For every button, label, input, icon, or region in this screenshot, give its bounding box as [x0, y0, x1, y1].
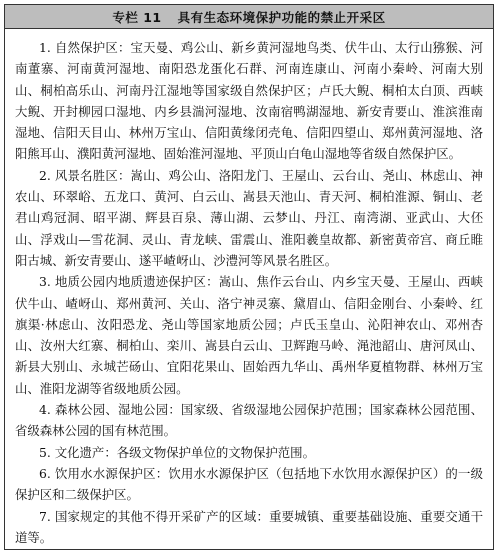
item-scenic-areas: 2. 风景名胜区：嵩山、鸡公山、洛阳龙门、王屋山、云台山、尧山、林虑山、神农山、环翠峪、五龙口、黄河、白云山、嵩县天池山、青天河、桐柏淮源、铜山、老君山鸡冠洞、昭平湖、辉县百泉、薄山湖、云梦山、丹江、南湾湖、亚武山、大伾山、浮戏山—雪花洞、灵山、青龙峡、雷震山、淮阳羲皇故都、新密黄帝宫、商丘睢阳古城、新安青要山、遂平嵖岈山、沙澧河等风景名胜区。: [15, 167, 483, 268]
item-cultural-heritage: 5. 文化遗产：各级文物保护单位的文物保护范围。: [39, 444, 315, 460]
info-box: [4, 4, 494, 550]
item-other-prohibited-areas: 7. 国家规定的其他不得开采矿产的区域：重要城镇、重要基础设施、重要交通干道等。: [15, 508, 483, 545]
box-header: [5, 5, 493, 29]
item-forest-wetland-parks: 4. 森林公园、湿地公园：国家级、省级湿地公园保护范围；国家森林公园范围、省级森林公园的国有林范围。: [15, 402, 483, 439]
box-title: 具有生态环境保护功能的禁止开采区: [177, 9, 386, 25]
item-nature-reserves: 1. 自然保护区：宝天曼、鸡公山、新乡黄河湿地鸟类、伏牛山、太行山猕猴、河南董寨、河南黄河湿地、南阳恐龙蛋化石群、河南连康山、河南小秦岭、河南大别山、桐柏高乐山、河南丹江湿地等国家级自然保护区；卢氏大鲵、桐柏太白顶、西峡大鲵、开封柳园口湿地、内乡县湍河湿地、汝南宿鸭湖湿地、新安青要山、淮滨淮南湿地、信阳天目山、林州万宝山、信阳黄缘闭壳龟、信阳四望山、郑州黄河湿地、洛阳熊耳山、濮阳黄河湿地、固始淮河湿地、平顶山白龟山湿地等省级自然保护区。: [15, 40, 483, 162]
column-number: 专栏 11: [112, 9, 162, 25]
box-content: [5, 29, 493, 548]
item-geoparks: 3. 地质公园内地质遗迹保护区：嵩山、焦作云台山、内乡宝天曼、王屋山、西峡伏牛山、嵖岈山、郑州黄河、关山、洛宁神灵寨、黛眉山、信阳金刚台、小秦岭、红旗渠·林虑山、汝阳恐龙、尧山等国家地质公园；卢氏玉皇山、沁阳神农山、邓州杏山、汝州大红寨、桐柏山、栾川、嵩县白云山、卫辉跑马岭、渑池韶山、唐河凤山、新县大别山、永城芒砀山、宜阳花果山、固始西九华山、禹州华夏植物群、林州万宝山、淮阳龙湖等省级地质公园。: [15, 274, 483, 396]
item-water-source-protection: 6. 饮用水水源保护区：饮用水水源保护区（包括地下水饮用水源保护区）的一级保护区和二级保护区。: [15, 465, 483, 503]
